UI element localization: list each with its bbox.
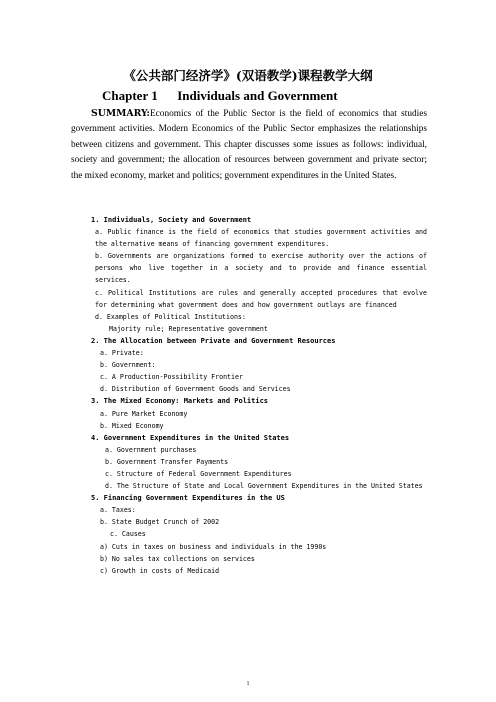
outline-item: c) Growth in costs of Medicaid <box>100 566 220 575</box>
outline-item: b. Mixed Economy <box>100 421 164 430</box>
summary-text: Economics of the Public Sector is the field of economics that studies government activities. Modern Economics of the Public Sector emphasizes the relationships between citizens and government. This chapter discusses some issues as follows: individual, society and government; the allocation of resources between government and private sector; the mixed economy, market and politics; government expenditures in the United States. <box>71 109 427 181</box>
outline-item: a. Taxes: <box>100 506 136 515</box>
outline-item: c. Political Institutions are rules and generally accepted procedures that evolve for determining what government does and how government outlays are financed <box>95 288 427 309</box>
outline-item: a. Pure Market Economy <box>100 409 188 418</box>
outline-item: b) No sales tax collections on services <box>100 554 255 563</box>
outline-item: a. Government purchases <box>105 445 197 454</box>
outline-item: a. Public finance is the field of economics that studies government activities and the alternative means of financing government expenditures. <box>95 228 427 249</box>
outline-item: a. Private: <box>100 349 144 358</box>
outline-item: b. State Budget Crunch of 2002 <box>100 518 220 527</box>
section-heading: 3. The Mixed Economy: Markets and Politics <box>91 397 269 406</box>
page-number: 1 <box>246 681 250 687</box>
summary-paragraph <box>71 106 427 184</box>
outline-item: Majority rule; Representative government <box>109 324 268 333</box>
document-title: 《公共部门经济学》(双语教学)课程教学大纲 <box>123 68 373 83</box>
outline-item: a) Cuts in taxes on business and individuals in the 1990s <box>100 542 327 551</box>
section-heading: 4. Government Expenditures in the United States <box>91 433 290 442</box>
section-heading: 1. Individuals, Society and Government <box>91 216 252 224</box>
outline-item: d. Examples of Political Institutions: <box>95 312 246 321</box>
outline-item: d. The Structure of State and Local Government Expenditures in the United States <box>105 482 423 491</box>
outline-item: b. Government Transfer Payments <box>105 457 229 466</box>
section-heading: 5. Financing Government Expenditures in the US <box>91 494 285 503</box>
chapter-heading: Chapter 1 Individuals and Government <box>102 88 338 103</box>
outline-item: b. Governments are organizations formed to exercise authority over the actions of persons who live together in a society and to provide and finance essential services. <box>95 252 427 285</box>
outline-item: c. A Production-Possibility Frontier <box>100 373 243 382</box>
section-heading: 2. The Allocation between Private and Government Resources <box>91 336 336 345</box>
summary-label: SUMMARY: <box>91 108 150 119</box>
course-outline <box>71 214 427 577</box>
outline-item: c. Causes <box>110 530 146 539</box>
outline-item: c. Structure of Federal Government Expenditures <box>105 469 292 478</box>
outline-item: b. Government: <box>100 361 156 370</box>
outline-item: d. Distribution of Government Goods and Services <box>100 385 291 394</box>
